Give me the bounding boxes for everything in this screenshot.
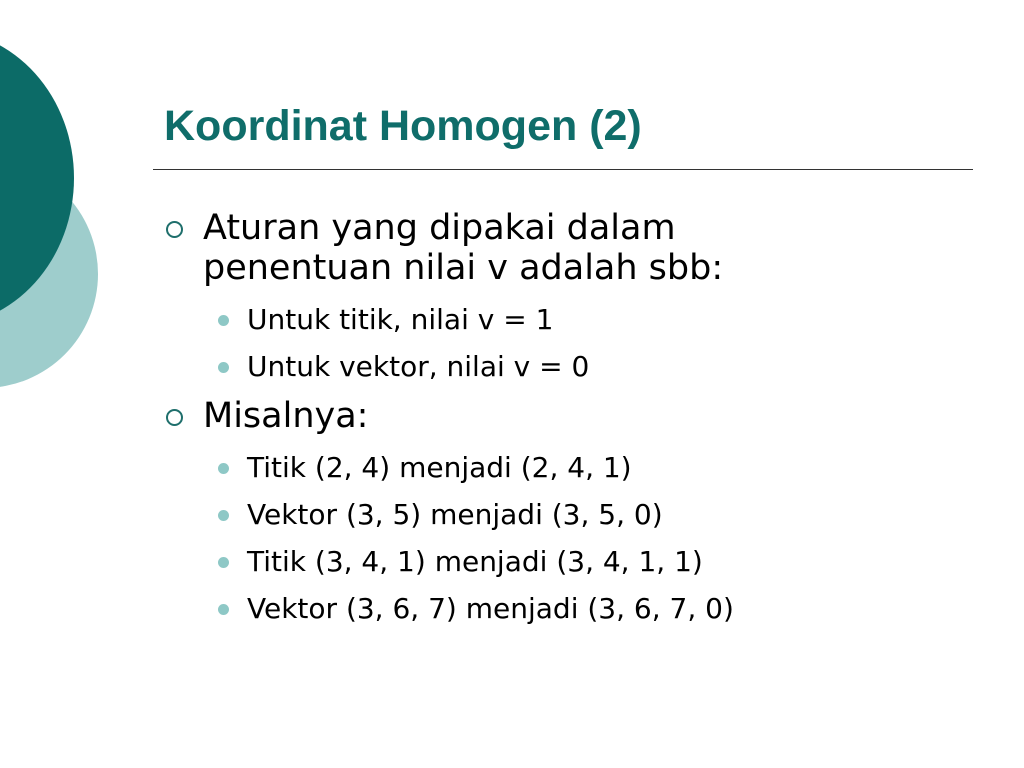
slide-title: Koordinat Homogen (2) [164,102,642,150]
sub-bullet-item [160,343,980,390]
sub-bullet-text: Vektor (3, 5) menjadi (3, 5, 0) [247,498,663,531]
sub-bullet-item [160,296,980,343]
sub-bullet-item [160,585,980,632]
sub-bullet-text: Untuk titik, nilai v = 1 [247,303,554,336]
sub-bullet-list [160,296,980,390]
dot-bullet-icon [218,604,229,615]
sub-bullet-text: Untuk vektor, nilai v = 0 [247,350,590,383]
dot-bullet-icon [218,362,229,373]
hollow-circle-bullet-icon [166,221,183,238]
title-divider [153,169,973,170]
bullet-content [160,208,980,638]
bullet-text-line: penentuan nilai v adalah sbb: [203,248,724,288]
dot-bullet-icon [218,315,229,326]
sub-bullet-item [160,491,980,538]
dot-bullet-icon [218,557,229,568]
sub-bullet-text: Titik (2, 4) menjadi (2, 4, 1) [247,451,632,484]
hollow-circle-bullet-icon [166,409,183,426]
bullet-text-line: Misalnya: [203,396,369,436]
bullet-item-rules [160,208,980,288]
bullet-item-examples [160,396,980,436]
sub-bullet-text: Vektor (3, 6, 7) menjadi (3, 6, 7, 0) [247,592,734,625]
sub-bullet-item [160,444,980,491]
sub-bullet-text: Titik (3, 4, 1) menjadi (3, 4, 1, 1) [247,545,703,578]
sub-bullet-item [160,538,980,585]
dot-bullet-icon [218,510,229,521]
sub-bullet-list [160,444,980,632]
bullet-text-line: Aturan yang dipakai dalam [203,208,676,248]
dot-bullet-icon [218,463,229,474]
